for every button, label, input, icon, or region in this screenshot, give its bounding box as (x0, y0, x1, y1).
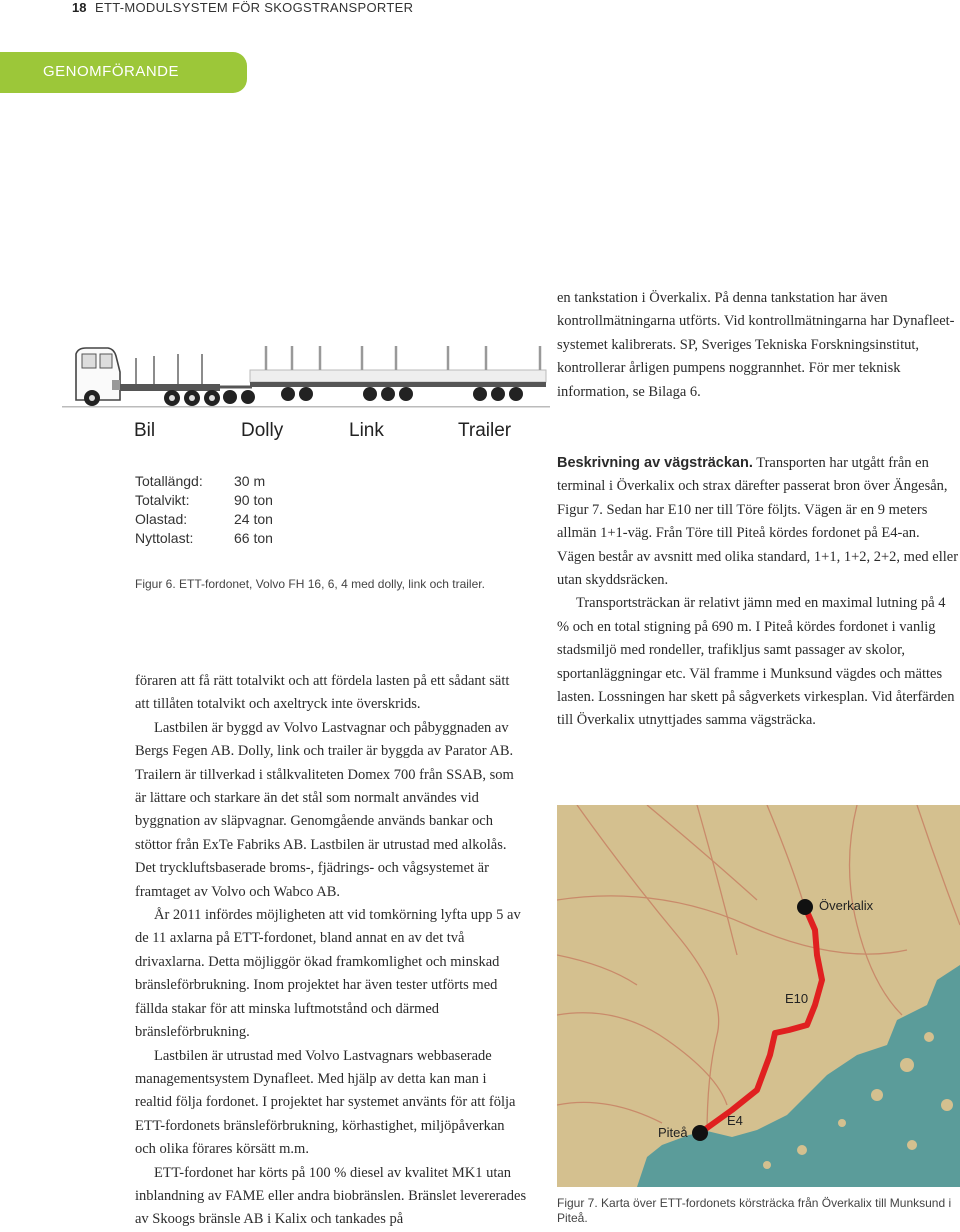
spec-label-totalvikt: Totalvikt: (135, 492, 190, 508)
paragraph: Lastbilen är utrustad med Volvo Lastvagnars webbaserade managementsystem Dynafleet. Med hjälp av detta kan man i realtid följa fordonet. I projektet har systemet använts för att följa ETT-fordonets bränsleförbrukning, körhastighet, miljöpåverkan och olika förares körsätt m.m. (135, 1047, 516, 1158)
map-label-e10: E10 (785, 991, 809, 1006)
page-number: 18 (72, 0, 87, 15)
paragraph: föraren att få rätt totalvikt och att fördela lasten på ett sådant sätt att tillåten totalvikt och axeltryck inte överskrids. (135, 673, 510, 713)
map-marker-end (692, 1125, 708, 1141)
spec-label-nyttolast: Nyttolast: (135, 530, 194, 546)
left-column-text (135, 670, 527, 1232)
section-label: GENOMFÖRANDE (43, 63, 180, 80)
truck-cab (76, 348, 120, 400)
paragraph (557, 452, 960, 592)
map-label-start: Överkalix (819, 898, 874, 913)
right-column-top-text (557, 287, 960, 404)
paragraph: ETT-fordonet har körts på 100 % diesel av kvalitet MK1 utan inblandning av FAME eller andra biobränslen. Bränslet levererades av Skoogs bränsle AB i Kalix och tankades på (135, 1164, 527, 1228)
paragraph: en tankstation i Överkalix. På denna tankstation har även kontrollmätningarna utförts. Vid kontrollmätningarna har Dynafleet-systemet kalibrerats. SP, Sveriges Tekniska Forskningsinstitut, kontrollerar årligen pumpens noggrannhet. För mer teknisk information, se Bilaga 6. (557, 290, 955, 400)
vehicle-label-bil: Bil (134, 420, 156, 441)
vehicle-label-link: Link (349, 420, 384, 441)
paragraph: Lastbilen är byggd av Volvo Lastvagnar och påbyggnaden av Bergs Fegen AB. Dolly, link och trailer är byggda av Parator AB. Trailern är tillverkad i stålkvaliteten Domex 700 från SSAB, som är lättare och starkare än det stål som normalt användes vid byggnation av släpvagnar. Genomgående används bankar och stöttor från ExTe Fabriks AB. Lastbilen är utrustad med alkolås. Det tryckluftsbaserade broms-, fjädrings- och vågsystemet är framtaget av Volvo och Wabco AB. (135, 719, 514, 900)
vehicle-label-trailer: Trailer (458, 420, 512, 441)
map-marker-start (797, 899, 813, 915)
right-column-route-text (557, 452, 960, 733)
spec-value-nyttolast: 66 ton (234, 530, 273, 546)
spec-label-olastad: Olastad: (135, 511, 188, 527)
paragraph-text: Transporten har utgått från en terminal i Överkalix och strax därefter passerat bron över Ängesån, Figur 7. Sedan har E10 ner till Töre följts. Vägen är en 9 meters allmän 1+1-väg. Från Töre till Piteå kördes fordonet på E4-an. Vägen består av avsnitt med olika standard, 1+1, 1+2, 2+2, med eller utan skyddsräcken. (557, 455, 959, 589)
route-map (557, 805, 960, 1187)
section-heading: Beskrivning av vägsträckan. (557, 455, 753, 471)
map-label-end: Piteå (658, 1125, 688, 1140)
spec-label-totallangd: Totallängd: (135, 473, 203, 489)
figure6-caption: Figur 6. ETT-fordonet, Volvo FH 16, 6, 4 med dolly, link och trailer. (135, 577, 485, 591)
figure7-caption: Figur 7. Karta över ETT-fordonets körsträcka från Överkalix till Munksund i Piteå. (557, 1196, 952, 1225)
paragraph: År 2011 infördes möjligheten att vid tomkörning lyfta upp 5 av de 11 axlarna på ETT-fordonet, bland annat en av det två drivaxlarna. Detta möjliggör ökad framkomlighet och minskad bränsleförbrukning. Inom projektet har även tester utförts med fällda stakar för att minska luftmotstånd och därmed bränsleförbrukning. (135, 907, 521, 1041)
spec-value-olastad: 24 ton (234, 511, 273, 527)
spec-value-totallangd: 30 m (234, 473, 266, 489)
vehicle-label-dolly: Dolly (241, 420, 284, 441)
spec-value-totalvikt: 90 ton (234, 492, 273, 508)
running-title: ETT-MODULSYSTEM FÖR SKOGSTRANSPORTER (95, 0, 414, 15)
map-label-e4: E4 (727, 1113, 743, 1128)
truck-illustration (62, 340, 550, 412)
paragraph: Transportsträckan är relativt jämn med en maximal lutning på 4 % och en total stigning på 690 m. I Piteå kördes fordonet i vanlig stadsmiljö med rondeller, trafikljus samt passager av skolor, sportanläggningar etc. Väl framme i Munksund vägdes och mättes lasten. Lossningen har skett på sågverkets virkesplan. Vid återfärden till Överkalix utnyttjades samma vägsträcka. (557, 595, 955, 729)
